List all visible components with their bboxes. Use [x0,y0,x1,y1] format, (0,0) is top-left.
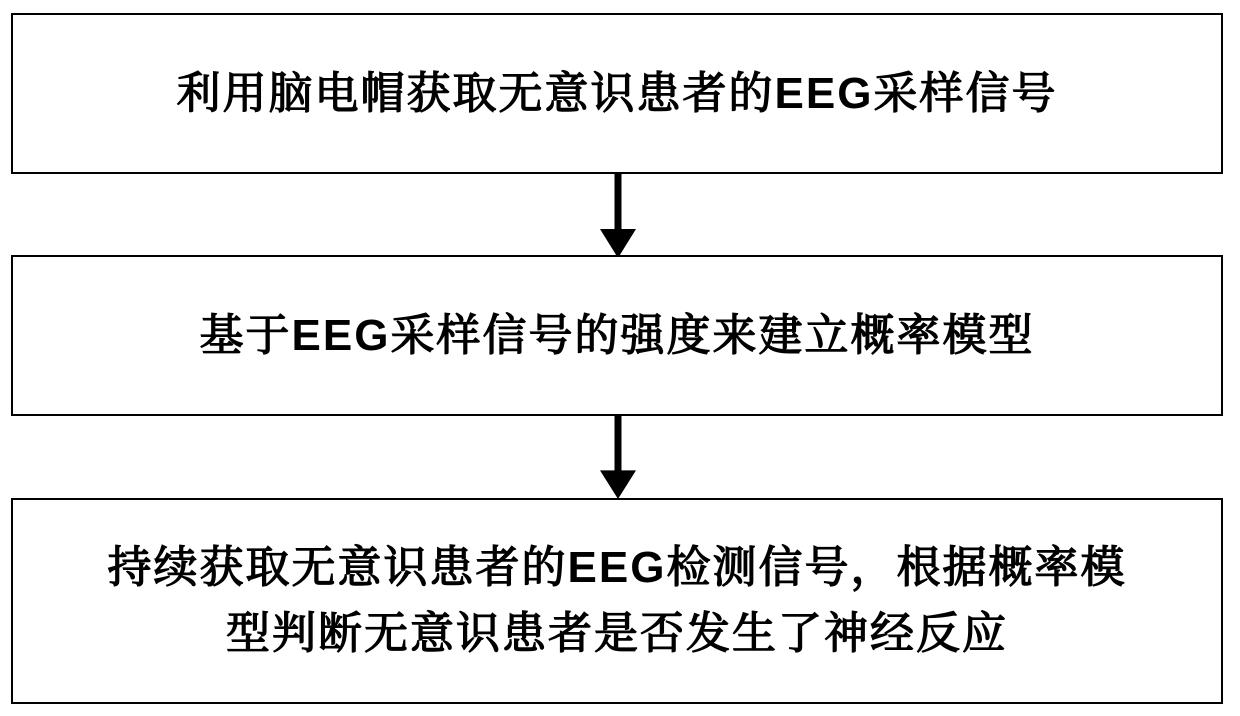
arrow-down-icon [596,416,640,499]
flow-step-1 [11,13,1223,174]
arrow-down-icon [596,174,640,258]
flow-step-2 [11,255,1223,416]
connector-arrow-1 [596,174,640,258]
flow-step-3-text-line-1: 持续获取无意识患者的EEG检测信号，根据概率模 [107,543,1127,592]
flow-step-3 [11,498,1223,704]
connector-arrow-2 [596,416,640,499]
flow-step-2-text: 基于EEG采样信号的强度来建立概率模型 [199,310,1035,360]
flow-step-3-text-line-2: 型判断无意识患者是否发生了神经反应 [226,609,1008,658]
flow-step-1-text: 利用脑电帽获取无意识患者的EEG采样信号 [176,68,1058,118]
